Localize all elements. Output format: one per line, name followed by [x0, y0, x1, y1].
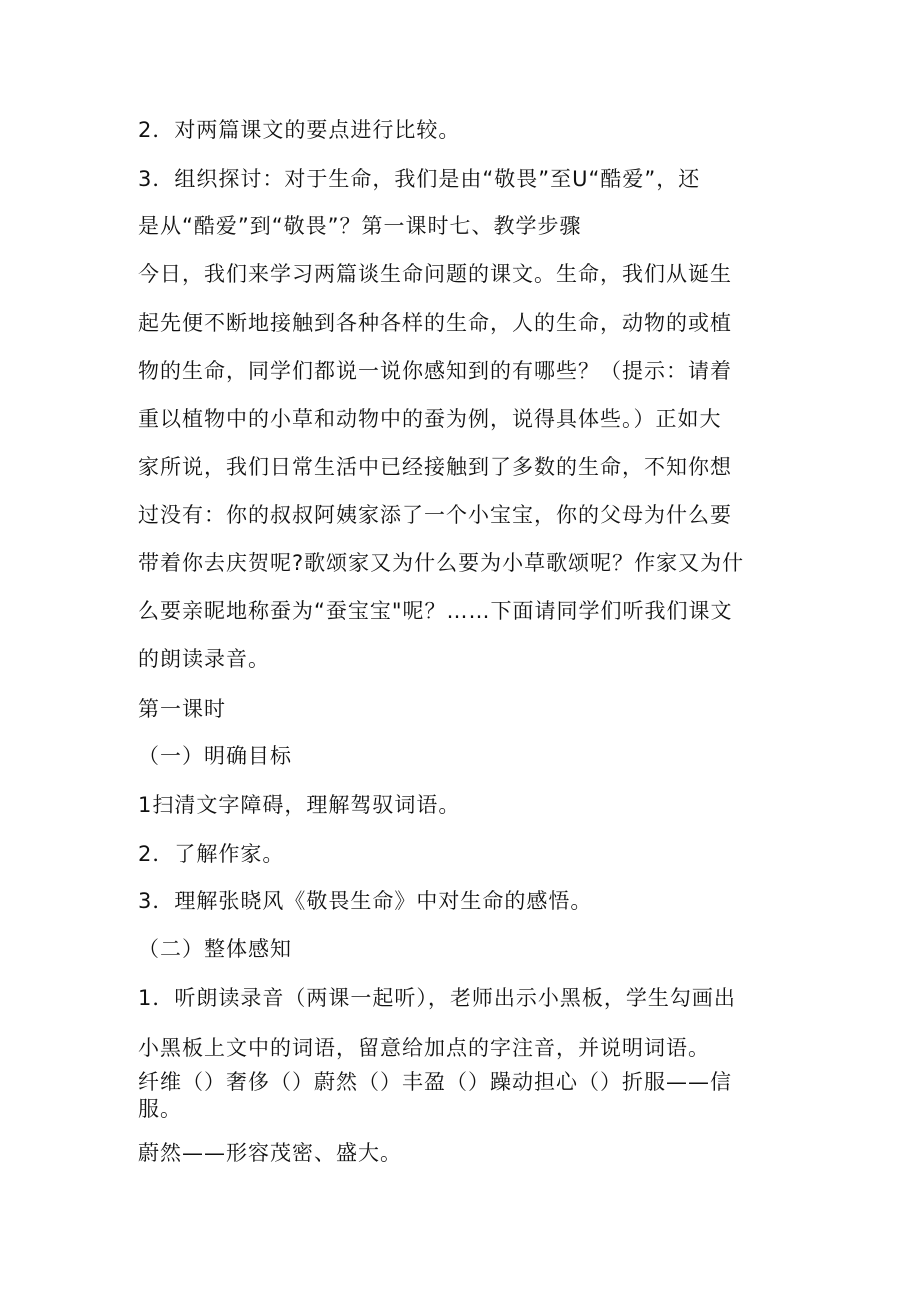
text-line: 家所说，我们日常生活中已经接触到了多数的生命，不知你想	[138, 455, 732, 479]
text-line: 么要亲昵地称蚕为“蚕宝宝"呢？……下面请同学们听我们课文	[138, 599, 733, 623]
text-line: 蔚然——形容茂密、盛大。	[138, 1141, 402, 1165]
text-line: 1扫清文字障碍，理解驾驭词语。	[138, 793, 461, 817]
text-line: 今日，我们来学习两篇谈生命问题的课文。生命，我们从诞生	[138, 262, 732, 286]
text-line: 纤维（）奢侈（）蔚然（）丰盈（）躁动担心（）折服——信	[138, 1070, 732, 1094]
text-line: 2．对两篇课文的要点进行比较。	[138, 118, 461, 142]
text-line: 是从“酷爱”到“敬畏”？第一课时七、教学步骤	[138, 214, 582, 238]
section-heading: （一）明确目标	[138, 744, 292, 768]
text-line: 起先便不断地接触到各种各样的生命，人的生命，动物的或植	[138, 311, 732, 335]
text-line: 带着你去庆贺呢?歌颂家又为什么要为小草歌颂呢？作家又为什	[138, 551, 745, 575]
text-line: 过没有：你的叔叔阿姨家添了一个小宝宝，你的父母为什么要	[138, 503, 732, 527]
text-line: 服。	[138, 1097, 182, 1121]
text-line: 1．听朗读录音（两课一起听），老师出示小黑板，学生勾画出	[138, 986, 736, 1010]
section-heading: （二）整体感知	[138, 937, 292, 961]
text-line: 的朗读录音。	[138, 647, 270, 671]
text-line: 重以植物中的小草和动物中的蚕为例，说得具体些。）正如大	[138, 407, 722, 431]
text-line: 2．了解作家。	[138, 842, 285, 866]
text-line: 3．组织探讨：对于生命，我们是由“敬畏”至U“酷爱”，还	[138, 167, 701, 191]
text-line: 3．理解张晓风《敬畏生命》中对生命的感悟。	[138, 889, 593, 913]
text-line: 小黑板上文中的词语，留意给加点的字注音，并说明词语。	[138, 1036, 710, 1060]
section-heading: 第一课时	[138, 697, 226, 721]
text-line: 物的生命，同学们都说一说你感知到的有哪些？（提示：请着	[138, 359, 732, 383]
